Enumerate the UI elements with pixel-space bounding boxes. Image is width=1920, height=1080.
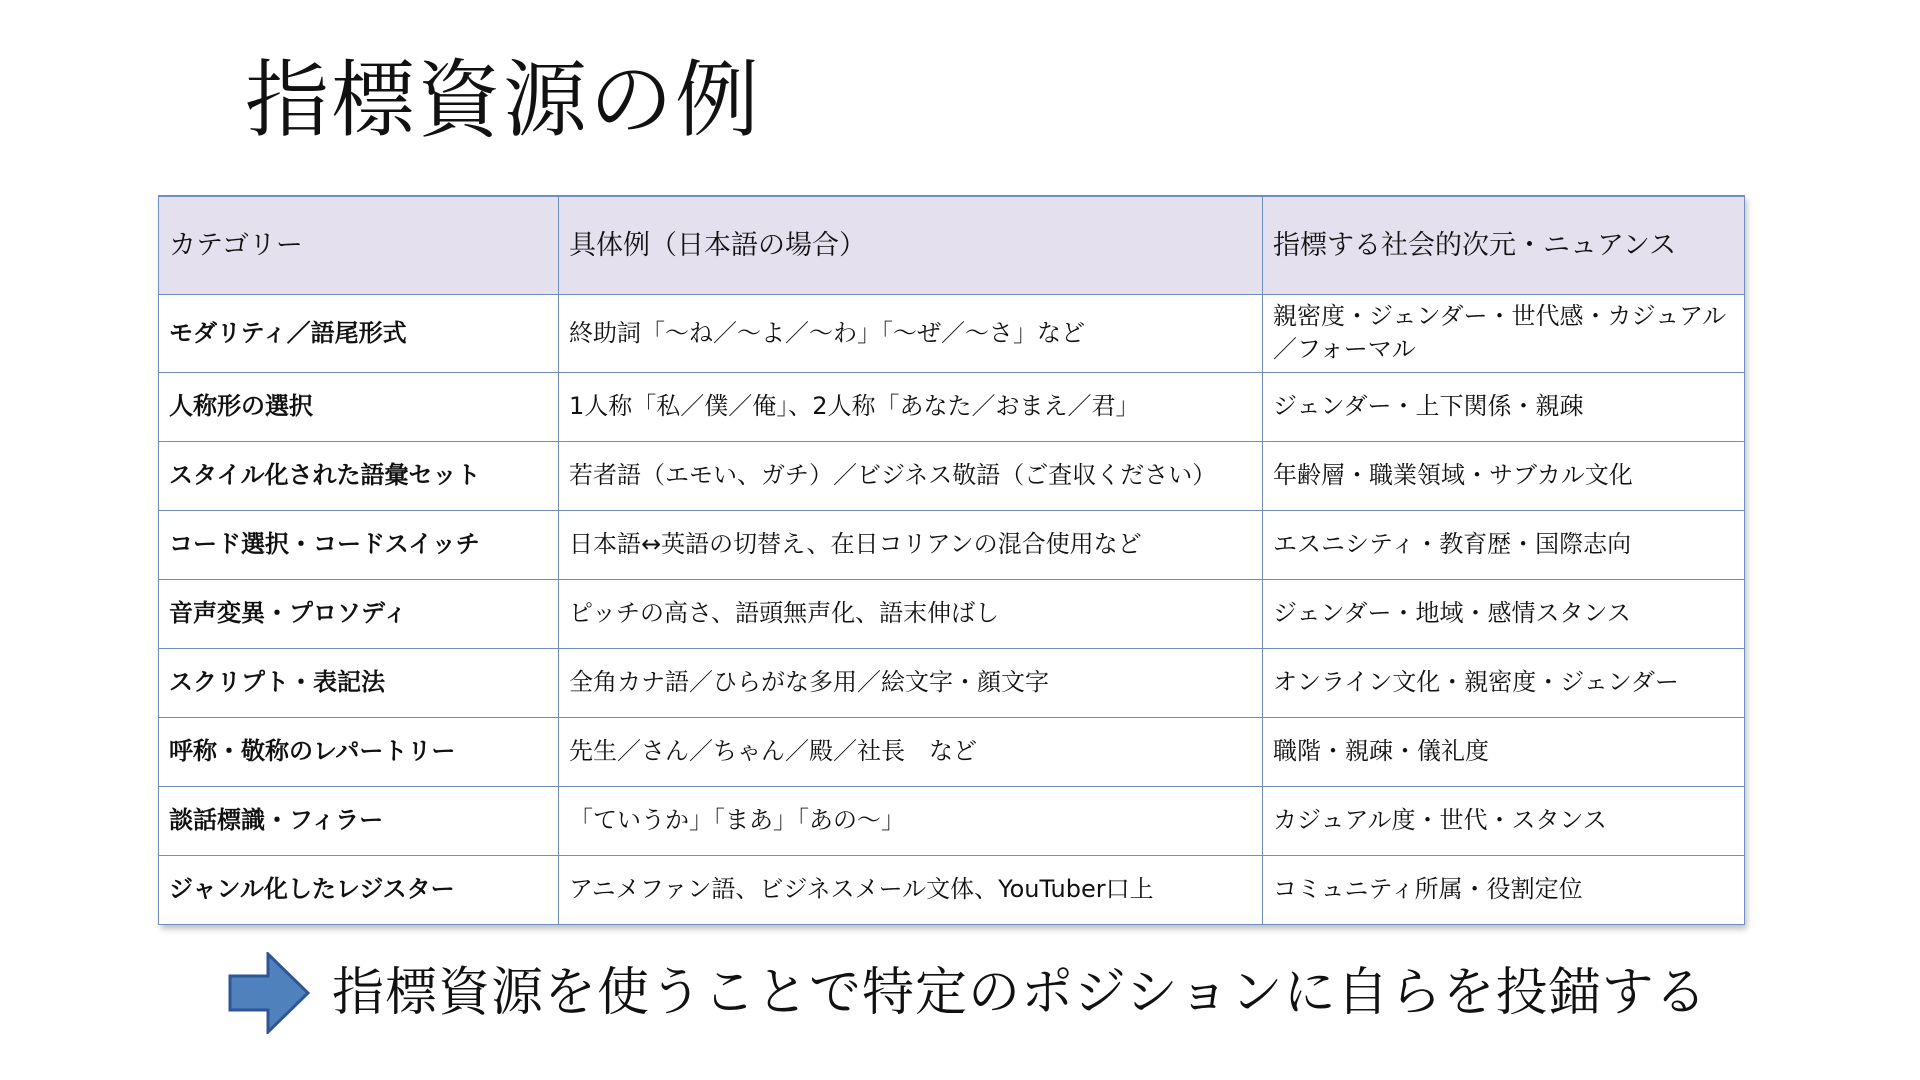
table-row [159, 372, 1745, 441]
cell-category: コード選択・コードスイッチ [159, 510, 559, 579]
cell-dimension: カジュアル度・世代・スタンス [1263, 786, 1745, 855]
header-category: カテゴリー [159, 196, 559, 294]
cell-dimension: ジェンダー・地域・感情スタンス [1263, 579, 1745, 648]
cell-dimension: ジェンダー・上下関係・親疎 [1263, 372, 1745, 441]
table-header-row [159, 196, 1745, 294]
cell-category: モダリティ／語尾形式 [159, 294, 559, 372]
header-examples: 具体例（日本語の場合） [559, 196, 1263, 294]
cell-example: 全角カナ語／ひらがな多用／絵文字・顔文字 [559, 648, 1263, 717]
cell-dimension: エスニシティ・教育歴・国際志向 [1263, 510, 1745, 579]
cell-dimension: オンライン文化・親密度・ジェンダー [1263, 648, 1745, 717]
table [158, 195, 1745, 925]
header-social-dimension: 指標する社会的次元・ニュアンス [1263, 196, 1745, 294]
right-arrow-icon [228, 952, 310, 1034]
cell-dimension: 職階・親疎・儀礼度 [1263, 717, 1745, 786]
table-row [159, 648, 1745, 717]
table-row [159, 579, 1745, 648]
table-row [159, 786, 1745, 855]
table-row [159, 441, 1745, 510]
table-row [159, 855, 1745, 924]
cell-dimension: 親密度・ジェンダー・世代感・カジュアル／フォーマル [1263, 294, 1745, 372]
cell-example: 先生／さん／ちゃん／殿／社長 など [559, 717, 1263, 786]
index-resource-table [158, 195, 1744, 925]
cell-category: スタイル化された語彙セット [159, 441, 559, 510]
cell-example: 「ていうか」「まあ」「あの〜」 [559, 786, 1263, 855]
cell-category: ジャンル化したレジスター [159, 855, 559, 924]
cell-category: 人称形の選択 [159, 372, 559, 441]
table-row [159, 717, 1745, 786]
cell-example: アニメファン語、ビジネスメール文体、YouTuber口上 [559, 855, 1263, 924]
cell-example: ピッチの高さ、語頭無声化、語末伸ばし [559, 579, 1263, 648]
conclusion-text: 指標資源を使うことで特定のポジションに自らを投錨する [332, 962, 1708, 1023]
cell-example: 若者語（エモい、ガチ）／ビジネス敬語（ご査収ください） [559, 441, 1263, 510]
table-row [159, 294, 1745, 372]
conclusion [228, 950, 1708, 1035]
cell-example: 1人称「私／僕／俺」、2人称「あなた／おまえ／君」 [559, 372, 1263, 441]
slide-title: 指標資源の例 [245, 51, 762, 149]
cell-example: 日本語↔英語の切替え、在日コリアンの混合使用など [559, 510, 1263, 579]
cell-example: 終助詞「〜ね／〜よ／〜わ」「〜ぜ／〜さ」など [559, 294, 1263, 372]
cell-dimension: コミュニティ所属・役割定位 [1263, 855, 1745, 924]
cell-category: スクリプト・表記法 [159, 648, 559, 717]
cell-dimension: 年齢層・職業領域・サブカル文化 [1263, 441, 1745, 510]
cell-category: 談話標識・フィラー [159, 786, 559, 855]
table-row [159, 510, 1745, 579]
cell-category: 音声変異・プロソディ [159, 579, 559, 648]
cell-category: 呼称・敬称のレパートリー [159, 717, 559, 786]
